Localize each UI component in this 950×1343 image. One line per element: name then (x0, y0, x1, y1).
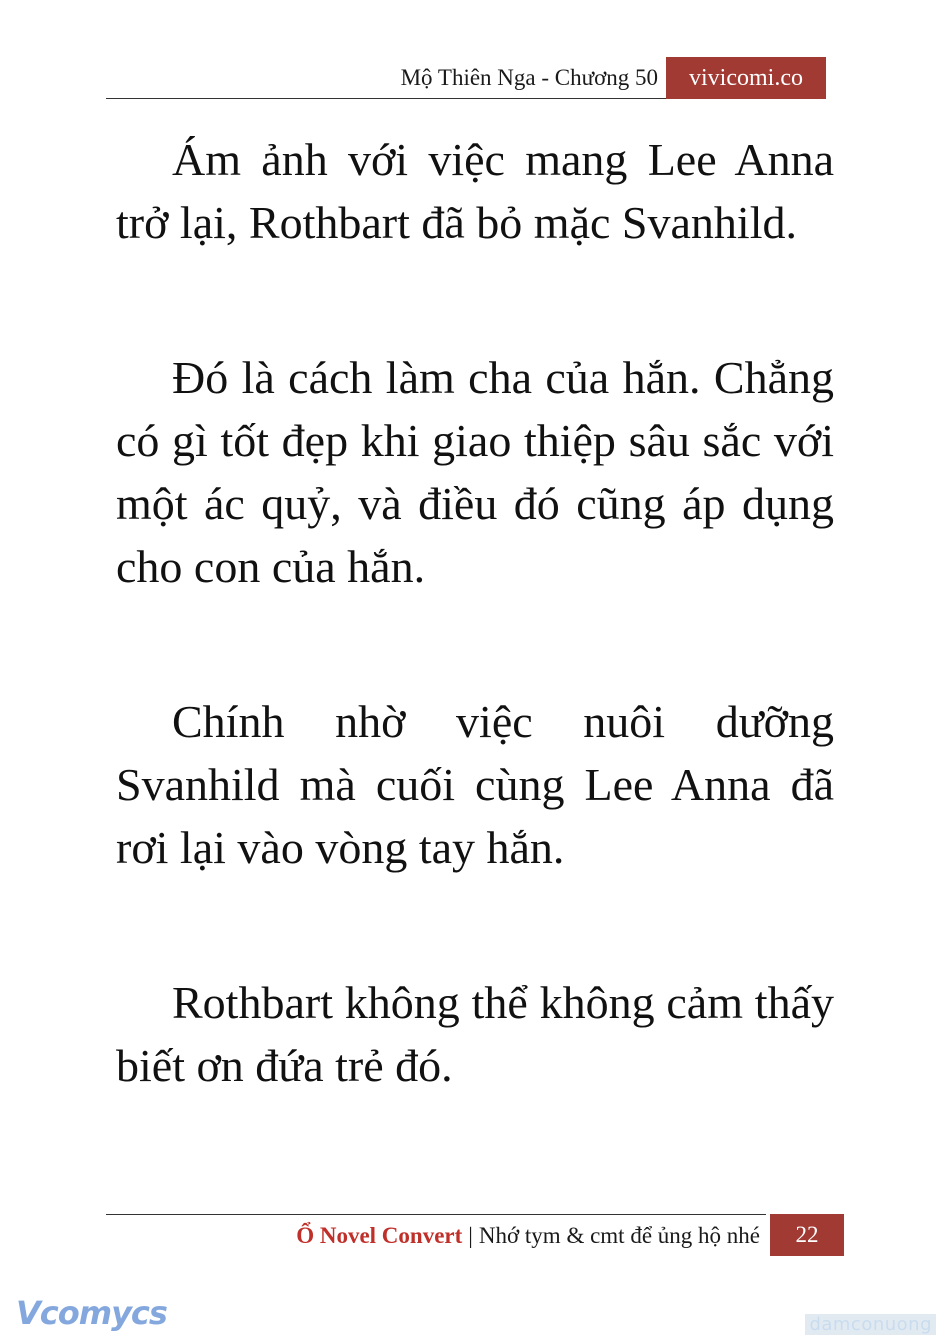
page-footer (106, 1214, 844, 1256)
page-header (106, 57, 826, 99)
footer-note: Nhớ tym & cmt để ủng hộ nhé (478, 1223, 760, 1248)
site-badge: vivicomi.co (666, 57, 826, 99)
chapter-body (116, 128, 834, 1189)
paragraph: Đó là cách làm cha của hắn. Chẳng có gì tốt đẹp khi giao thiệp sâu sắc với một ác quỷ, và điều đó cũng áp dụng cho con của hắn. (116, 352, 834, 592)
paragraph: Chính nhờ việc nuôi dưỡng Svanhild mà cuối cùng Lee Anna đã rơi lại vào vòng tay hắn. (116, 696, 834, 873)
watermark-logo-left: Vcomycs (16, 1294, 167, 1332)
header-divider (106, 98, 666, 99)
footer-divider (106, 1214, 766, 1215)
footer-brand: Ổ Novel Convert (296, 1223, 463, 1248)
paragraph: Ám ảnh với việc mang Lee Anna trở lại, Rothbart đã bỏ mặc Svanhild. (116, 134, 834, 248)
page-number: 22 (770, 1214, 844, 1256)
footer-separator: | (468, 1223, 473, 1248)
footer-text (296, 1223, 760, 1249)
paragraph: Rothbart không thể không cảm thấy biết ơn đứa trẻ đó. (116, 977, 834, 1091)
watermark-right: damconuong (805, 1314, 936, 1335)
chapter-title: Mộ Thiên Nga - Chương 50 (400, 65, 658, 90)
